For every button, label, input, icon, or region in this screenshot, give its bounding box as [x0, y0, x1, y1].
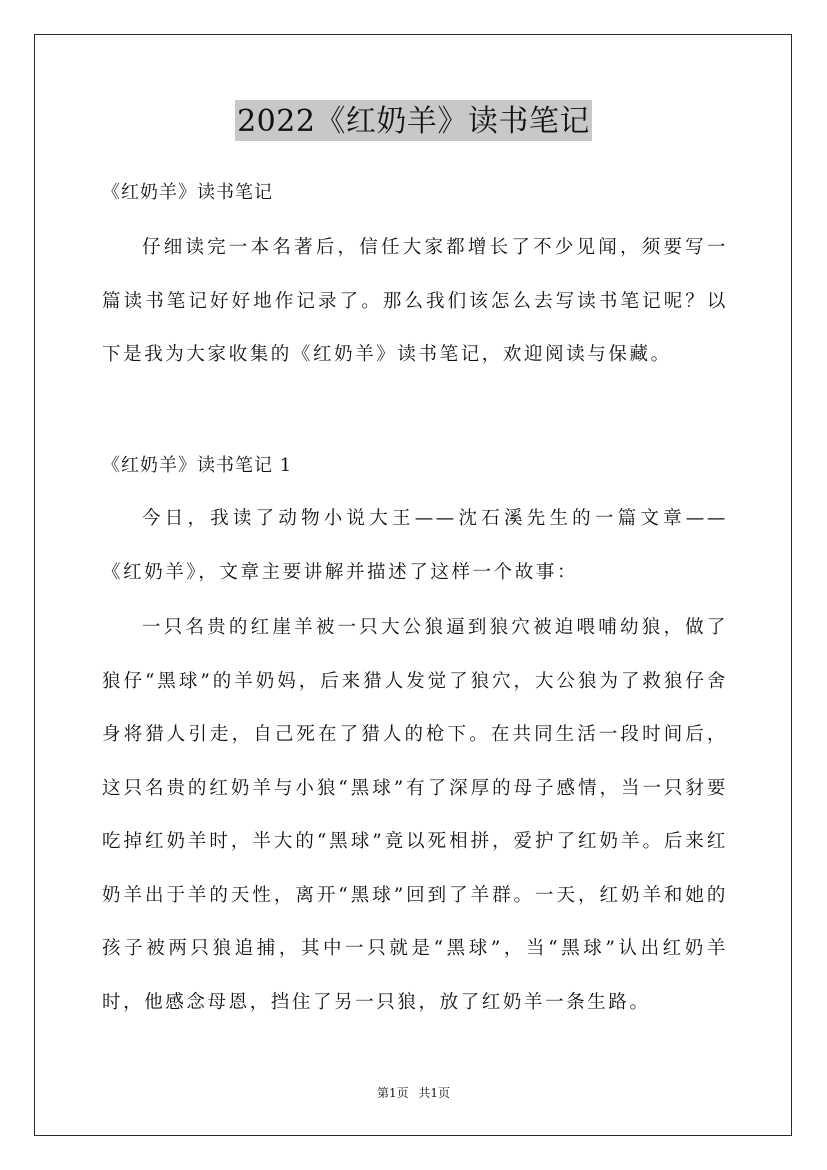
section1-paragraph-2: 一只名贵的红崖羊被一只大公狼逼到狼穴被迫喂哺幼狼，做了狼仔“黑球”的羊奶妈，后来猎人发觉了狼穴，大公狼为了救狼仔舍身将猎人引走，自己死在了猎人的枪下。在共同生活一段时间后，这只名贵的红奶羊与小狼“黑球”有了深厚的母子感情，当一只豺要吃掉红奶羊时，半大的“黑球”竟以死相拼，爱护了红奶羊。后来红奶羊出于羊的天性，离开“黑球”回到了羊群。一天，红奶羊和她的孩子被两只狼追捕，其中一只就是“黑球”，当“黑球”认出红奶羊时，他感念母恩，挡住了另一只狼，放了红奶羊一条生路。	[102, 617, 728, 1013]
page-total: 共1页	[418, 1086, 451, 1100]
document-title: 2022《红奶羊》读书笔记	[235, 100, 592, 141]
intro-paragraph: 仔细读完一本名著后，信任大家都增长了不少见闻，须要写一篇读书笔记好好地作记录了。那么我们该怎么去写读书笔记呢？以下是我为大家收集的《红奶羊》读书笔记，欢迎阅读与保藏。	[102, 237, 728, 365]
section1-paragraph-1: 今日，我读了动物小说大王——沈石溪先生的一篇文章——《红奶羊》，文章主要讲解并描述了这样一个故事：	[102, 508, 728, 583]
page-number: 第1页	[376, 1086, 409, 1100]
intro-heading: 《红奶羊》读书笔记	[102, 182, 273, 203]
title-container	[0, 100, 827, 141]
page-footer	[0, 1084, 827, 1101]
section1-heading: 《红奶羊》读书笔记 1	[102, 455, 293, 476]
